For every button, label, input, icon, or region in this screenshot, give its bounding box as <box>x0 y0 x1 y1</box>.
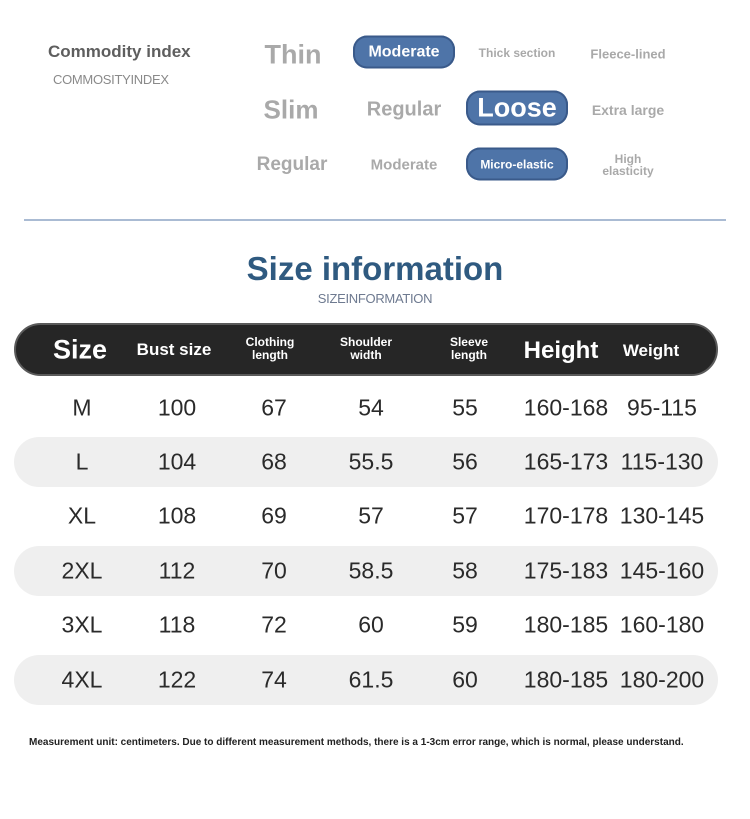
header-bust-size: Bust size <box>136 340 212 359</box>
table-cell: XL <box>67 502 97 529</box>
option-slim: Slim <box>263 94 319 125</box>
option-extra-large: Extra large <box>591 102 665 118</box>
table-cell: 145-160 <box>619 557 705 584</box>
commodity-index-subtitle: COMMOSITYINDEX <box>53 72 169 87</box>
option-moderate-elasticity: Moderate <box>370 156 438 174</box>
table-cell: 60 <box>358 611 384 638</box>
table-cell: M <box>72 394 92 421</box>
option-loose-selected: Loose <box>466 91 568 126</box>
table-cell: 56 <box>452 448 478 475</box>
table-cell: 74 <box>261 666 287 693</box>
table-cell: 180-185 <box>523 666 609 693</box>
table-cell: 59 <box>452 611 478 638</box>
table-cell: 104 <box>157 448 197 475</box>
table-cell: 54 <box>358 394 384 421</box>
table-cell: 2XL <box>61 557 103 584</box>
table-cell: 70 <box>261 557 287 584</box>
table-cell: 170-178 <box>523 502 609 529</box>
table-cell: 58.5 <box>348 557 394 584</box>
header-shoulder-width: Shoulder width <box>339 335 392 362</box>
table-cell: 57 <box>358 502 384 529</box>
header-height: Height <box>523 337 599 364</box>
table-cell: 3XL <box>61 611 103 638</box>
table-cell: 57 <box>452 502 478 529</box>
option-high-elasticity: High elasticity <box>602 152 654 178</box>
table-cell: 67 <box>261 394 287 421</box>
table-cell: 160-180 <box>619 611 705 638</box>
table-cell: 68 <box>261 448 287 475</box>
table-cell: 55 <box>452 394 478 421</box>
table-cell: 4XL <box>61 666 103 693</box>
option-fleece-lined: Fleece-lined <box>590 46 666 62</box>
table-cell: 61.5 <box>348 666 394 693</box>
table-cell: 108 <box>157 502 197 529</box>
table-cell: 122 <box>157 666 197 693</box>
header-sleeve-length: Sleeve length <box>449 335 489 362</box>
option-thin: Thin <box>264 39 322 70</box>
table-cell: 118 <box>158 611 196 638</box>
table-cell: 95-115 <box>627 394 697 421</box>
table-cell: 115-130 <box>620 448 704 475</box>
table-cell: 60 <box>452 666 478 693</box>
commodity-index-title: Commodity index <box>48 42 191 61</box>
table-cell: 100 <box>157 394 197 421</box>
header-clothing-length: Clothing length <box>245 335 295 362</box>
table-cell: 160-168 <box>523 394 609 421</box>
size-information-title: Size information <box>246 250 504 287</box>
option-thick-section: Thick section <box>478 46 556 60</box>
table-cell: 180-185 <box>523 611 609 638</box>
table-cell: 130-145 <box>619 502 705 529</box>
table-cell: 112 <box>158 557 196 584</box>
table-cell: 58 <box>452 557 478 584</box>
table-cell: 72 <box>261 611 287 638</box>
option-regular: Regular <box>366 98 442 121</box>
section-divider <box>24 219 726 221</box>
table-cell: 180-200 <box>619 666 705 693</box>
header-weight: Weight <box>622 341 680 360</box>
option-micro-elastic-selected: Micro-elastic <box>466 148 568 181</box>
size-information-subtitle: SIZEINFORMATION <box>317 291 433 306</box>
header-size: Size <box>52 334 108 365</box>
option-regular-elasticity: Regular <box>256 154 328 175</box>
option-moderate-selected: Moderate <box>353 36 455 69</box>
table-cell: 175-183 <box>523 557 609 584</box>
table-cell: L <box>75 448 89 475</box>
table-cell: 69 <box>261 502 287 529</box>
measurement-note: Measurement unit: centimeters. Due to different measurement methods, there is a 1-3cm error range, which is normal, please understand. <box>29 737 684 748</box>
table-cell: 55.5 <box>348 448 394 475</box>
table-cell: 165-173 <box>523 448 609 475</box>
